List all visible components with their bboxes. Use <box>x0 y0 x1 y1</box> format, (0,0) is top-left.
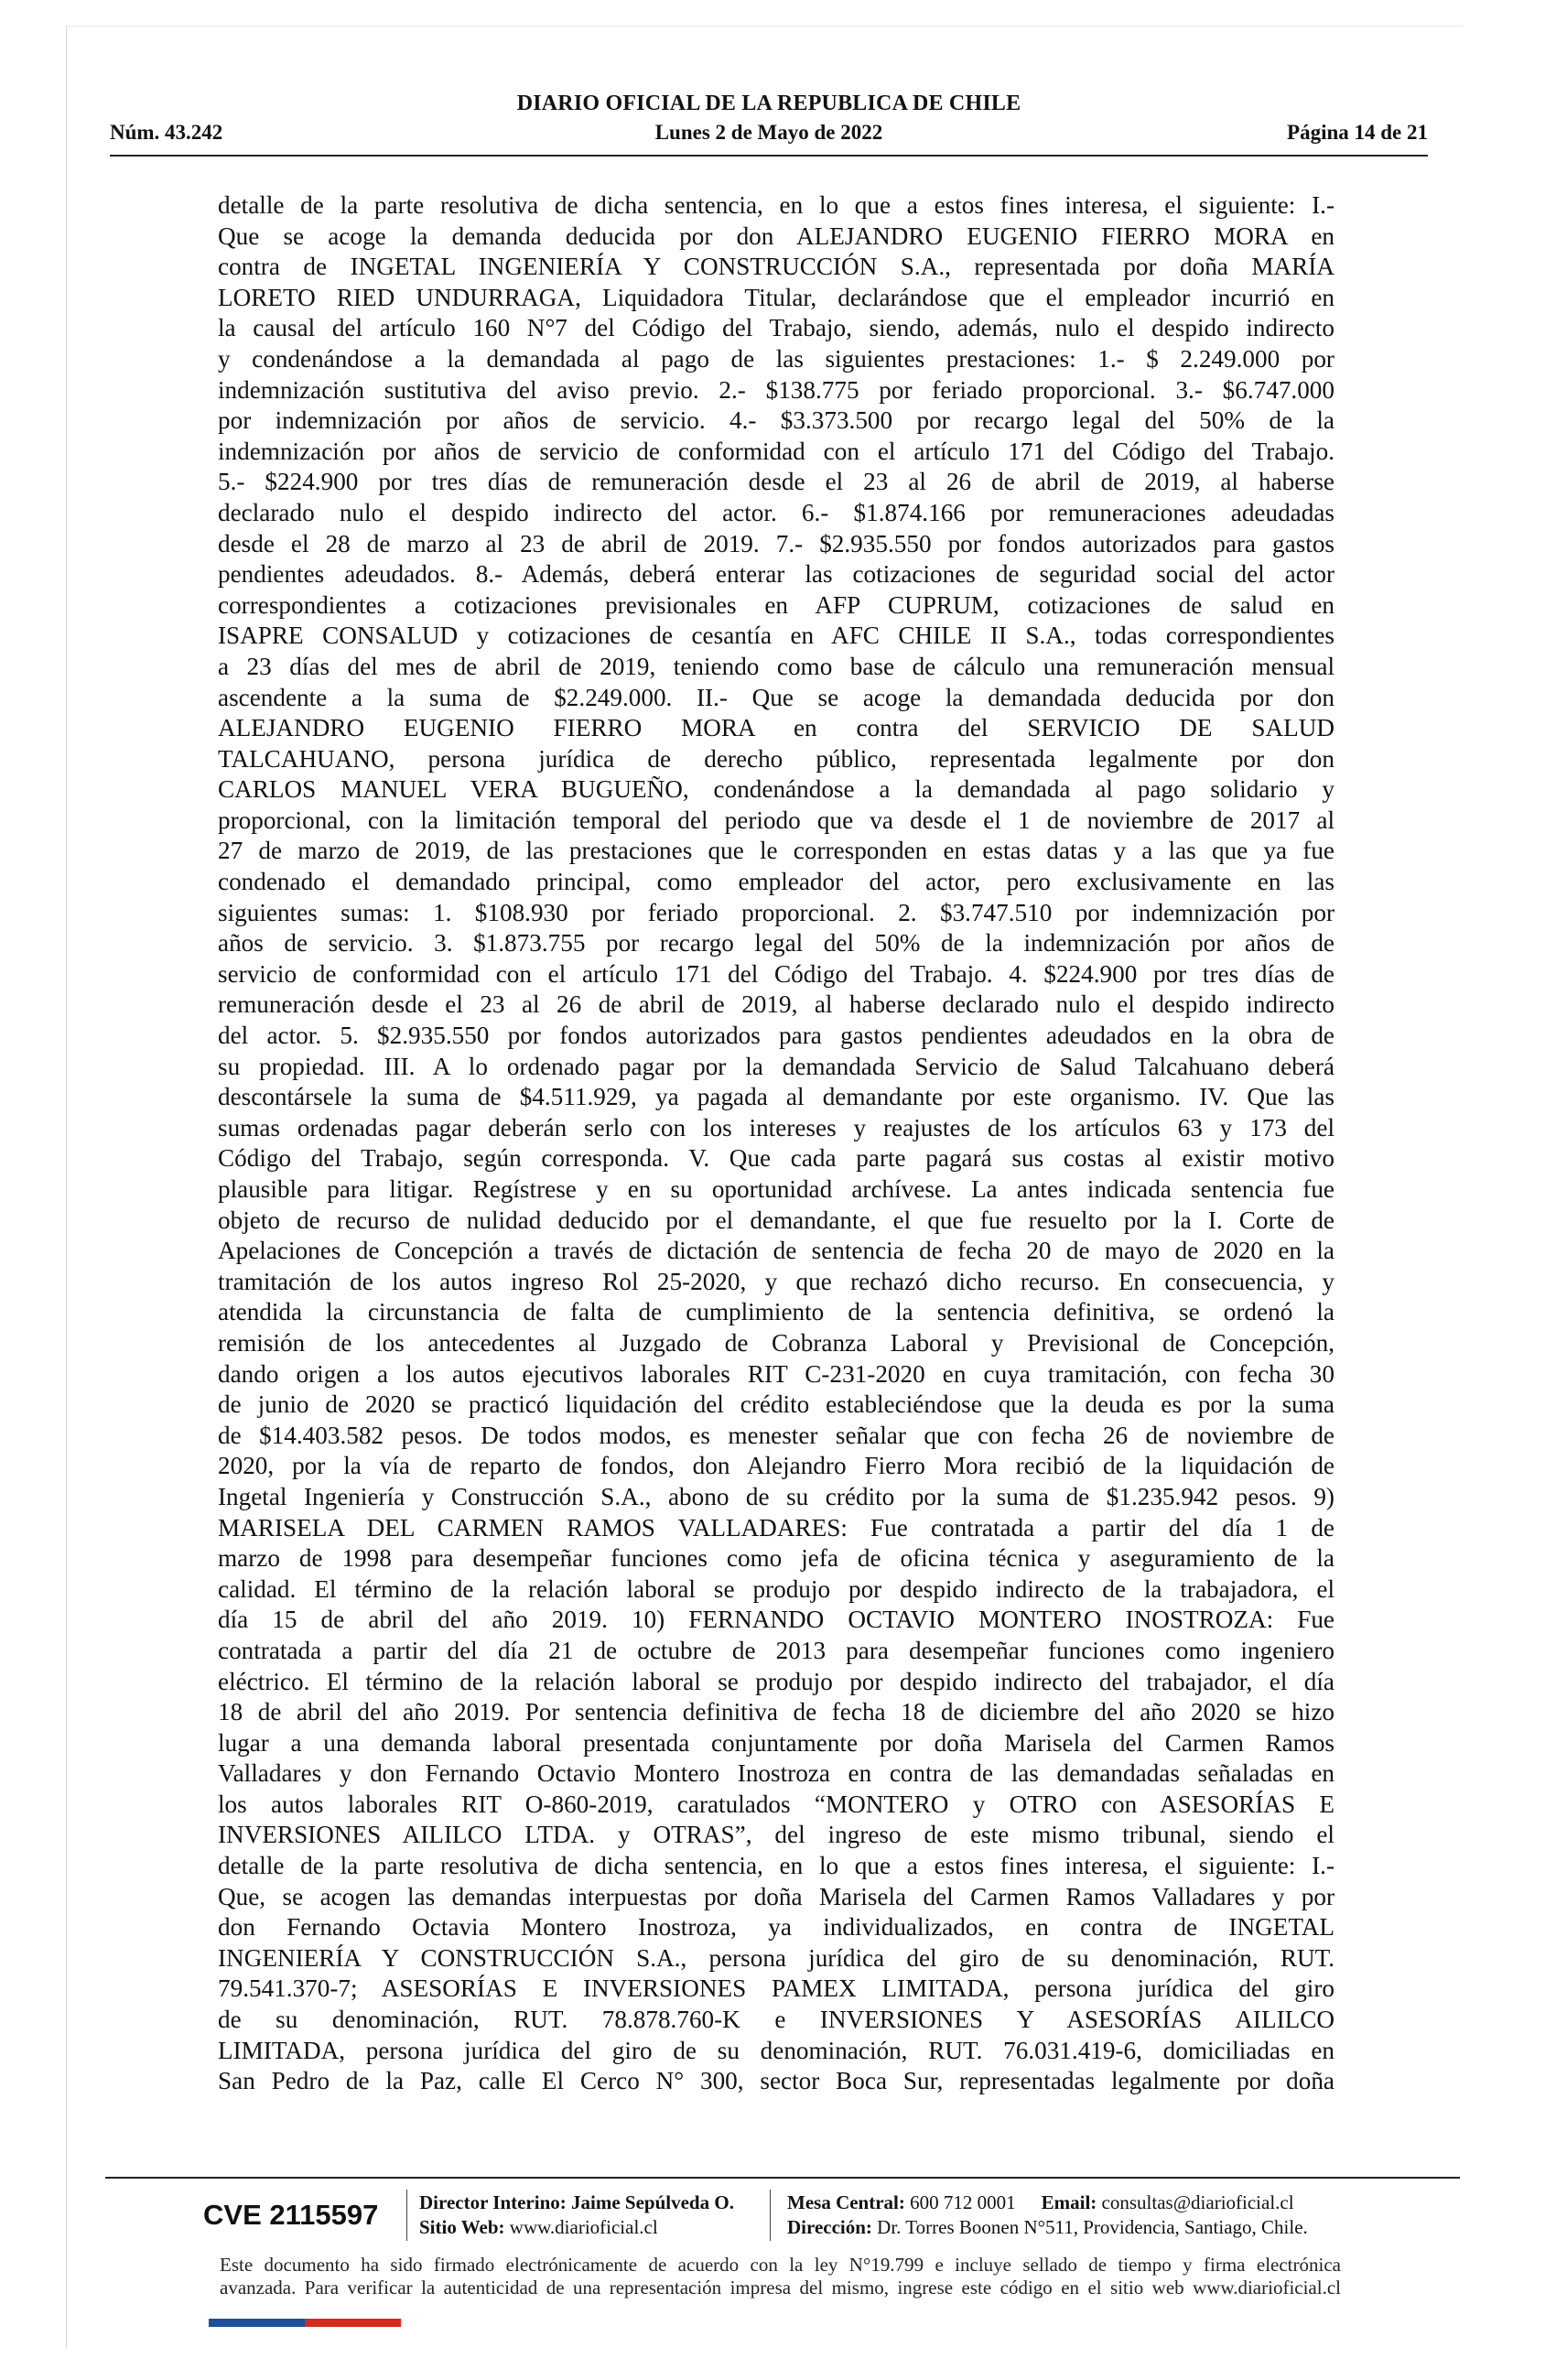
body-line: Que, se acogen las demandas interpuestas por doña Marisela del Carmen Ramos Valladares y por <box>218 1882 1334 1910</box>
body-line: LIMITADA, persona jurídica del giro de su denominación, RUT. 76.031.419-6, domiciliadas en <box>218 2036 1334 2064</box>
phone-value: 600 712 0001 <box>910 2191 1016 2213</box>
body-line: contra de INGETAL INGENIERÍA Y CONSTRUCCIÓN S.A., representada por doña MARÍA <box>218 253 1334 281</box>
signature-notice-line: avanzada. Para verificar la autenticidad de una representación impresa del mismo, ingrese este código en el sitio web www.diarioficial.cl <box>220 2277 1341 2299</box>
issue-date: Lunes 2 de Mayo de 2022 <box>654 121 883 144</box>
body-line: los autos laborales RIT O-860-2019, caratulados “MONTERO y OTRO con ASESORÍAS E <box>218 1790 1334 1818</box>
email-label: Email: <box>1041 2191 1097 2213</box>
body-line: contratada a partir del día 21 de octubre de 2013 para desempeñar funciones como ingeniero <box>218 1636 1334 1664</box>
body-line: 18 de abril del año 2019. Por sentencia definitiva de fecha 18 de diciembre del año 2020 se hizo <box>218 1698 1334 1726</box>
body-line: ALEJANDRO EUGENIO FIERRO MORA en contra del SERVICIO DE SALUD <box>218 714 1334 742</box>
body-line: eléctrico. El término de la relación laboral se produjo por despido indirecto del trabajador, el día <box>218 1667 1334 1695</box>
body-line: sumas ordenadas pagar deberán serlo con los intereses y reajustes de los artículos 63 y 173 del <box>218 1113 1334 1141</box>
body-line: servicio de conformidad con el artículo 171 del Código del Trabajo. 4. $224.900 por tres días de <box>218 959 1334 988</box>
body-line: pendientes adeudados. 8.- Además, deberá enterar las cotizaciones de seguridad social del actor <box>218 560 1334 589</box>
body-line: indemnización sustitutiva del aviso previo. 2.- $138.775 por feriado proporcional. 3.- $6.747.000 <box>218 375 1334 404</box>
body-line: plausible para litigar. Regístrese y en su oportunidad archívese. La antes indicada sentencia fue <box>218 1175 1334 1203</box>
site-label: Sitio Web: <box>419 2216 505 2238</box>
footer-contact-block <box>787 2191 1308 2240</box>
signature-notice <box>220 2254 1341 2299</box>
flag-stripe-red <box>305 2319 401 2327</box>
body-line: remisión de los antecedentes al Juzgado de Cobranza Laboral y Previsional de Concepción, <box>218 1328 1334 1357</box>
cve-code: CVE 2115597 <box>203 2199 379 2231</box>
flag-stripe <box>209 2319 401 2327</box>
body-line: Apelaciones de Concepción a través de dictación de sentencia de fecha 20 de mayo de 2020 en la <box>218 1237 1334 1265</box>
publication-title: DIARIO OFICIAL DE LA REPUBLICA DE CHILE <box>516 92 1021 115</box>
body-line: 27 de marzo de 2019, de las prestaciones que le corresponden en estas datas y a las que ya fue <box>218 837 1334 865</box>
body-line: siguientes sumas: 1. $108.930 por feriado proporcional. 2. $3.747.510 por indemnización por <box>218 898 1334 926</box>
page-header <box>110 92 1428 148</box>
body-line: tramitación de los autos ingreso Rol 25-2020, y que rechazó dicho recurso. En consecuencia, y <box>218 1267 1334 1295</box>
body-line: remuneración desde el 23 al 26 de abril de 2019, al haberse declarado nulo el despido indirecto <box>218 990 1334 1019</box>
body-line: Ingetal Ingeniería y Construcción S.A., abono de su crédito por la suma de $1.235.942 pesos. 9) <box>218 1482 1334 1510</box>
body-line: detalle de la parte resolutiva de dicha sentencia, en lo que a estos fines interesa, el siguiente: I.- <box>218 1852 1334 1880</box>
address-label: Dirección: <box>787 2216 872 2238</box>
body-line: la causal del artículo 160 N°7 del Código del Trabajo, siendo, además, nulo el despido indirecto <box>218 314 1334 342</box>
body-line: su propiedad. III. A lo ordenado pagar por la demandada Servicio de Salud Talcahuano deberá <box>218 1052 1334 1080</box>
body-line: MARISELA DEL CARMEN RAMOS VALLADARES: Fue contratada a partir del día 1 de <box>218 1513 1334 1542</box>
body-line: objeto de recurso de nulidad deducido por el demandante, el que fue resuelto por la I. Corte de <box>218 1206 1334 1234</box>
body-line: a 23 días del mes de abril de 2019, teniendo como base de cálculo una remuneración mensual <box>218 652 1334 680</box>
body-line: condenado el demandado principal, como empleador del actor, pero exclusivamente en las <box>218 868 1334 896</box>
body-line: atendida la circunstancia de falta de cumplimiento de la sentencia definitiva, se ordenó la <box>218 1298 1334 1326</box>
document-body <box>218 190 1334 2097</box>
page-number: Página 14 de 21 <box>1287 121 1428 144</box>
body-line: don Fernando Octavia Montero Inostroza, ya individualizados, en contra de INGETAL <box>218 1913 1334 1942</box>
body-line: Valladares y don Fernando Octavio Montero Inostroza en contra de las demandadas señaladas en <box>218 1759 1334 1788</box>
body-line: ascendente a la suma de $2.249.000. II.- Que se acoge la demandada deducida por don <box>218 683 1334 711</box>
body-line: Que se acoge la demanda deducida por don ALEJANDRO EUGENIO FIERRO MORA en <box>218 222 1334 250</box>
body-line: Código del Trabajo, según corresponda. V. Que cada parte pagará sus costas al existir motivo <box>218 1144 1334 1173</box>
site-link[interactable]: www.diarioficial.cl <box>509 2216 658 2238</box>
body-line: descontársele la suma de $4.511.929, ya pagada al demandante por este organismo. IV. Que las <box>218 1083 1334 1111</box>
body-line: LORETO RIED UNDURRAGA, Liquidadora Titular, declarándose que el empleador incurrió en <box>218 283 1334 311</box>
footer-director-block <box>419 2191 734 2240</box>
director-name: Jaime Sepúlveda O. <box>571 2191 734 2213</box>
director-label: Director Interino: <box>419 2191 567 2213</box>
body-line: TALCAHUANO, persona jurídica de derecho público, representada legalmente por don <box>218 744 1334 773</box>
body-line: desde el 28 de marzo al 23 de abril de 2019. 7.- $2.935.550 por fondos autorizados para gastos <box>218 529 1334 557</box>
body-line: dando origen a los autos ejecutivos laborales RIT C-231-2020 en cuya tramitación, con fecha 30 <box>218 1359 1334 1388</box>
body-line: lugar a una demanda laboral presentada conjuntamente por doña Marisela del Carmen Ramos <box>218 1728 1334 1757</box>
body-line: de su denominación, RUT. 78.878.760-K e INVERSIONES Y ASESORÍAS AILILCO <box>218 2006 1334 2034</box>
footer-divider <box>105 2177 1460 2179</box>
email-link[interactable]: consultas@diarioficial.cl <box>1101 2191 1294 2213</box>
body-line: del actor. 5. $2.935.550 por fondos autorizados para gastos pendientes adeudados en la obra de <box>218 1022 1334 1050</box>
body-line: correspondientes a cotizaciones previsionales en AFP CUPRUM, cotizaciones de salud en <box>218 590 1334 619</box>
body-line: de junio de 2020 se practicó liquidación del crédito estableciéndose que la deuda es por la suma <box>218 1390 1334 1419</box>
body-line: día 15 de abril del año 2019. 10) FERNANDO OCTAVIO MONTERO INOSTROZA: Fue <box>218 1606 1334 1634</box>
phone-label: Mesa Central: <box>787 2191 905 2213</box>
body-line: detalle de la parte resolutiva de dicha sentencia, en lo que a estos fines interesa, el siguiente: I.- <box>218 191 1334 219</box>
body-line: INGENIERÍA Y CONSTRUCCIÓN S.A., persona jurídica del giro de su denominación, RUT. <box>218 1943 1334 1972</box>
body-line: proporcional, con la limitación temporal del periodo que va desde el 1 de noviembre de 2017 al <box>218 806 1334 834</box>
body-line: declarado nulo el despido indirecto del actor. 6.- $1.874.166 por remuneraciones adeudadas <box>218 498 1334 526</box>
body-line: indemnización por años de servicio de conformidad con el artículo 171 del Código del Trabajo. <box>218 437 1334 465</box>
body-line: ISAPRE CONSALUD y cotizaciones de cesantía en AFC CHILE II S.A., todas correspondientes <box>218 622 1334 650</box>
issue-number: Núm. 43.242 <box>110 121 223 144</box>
body-line: San Pedro de la Paz, calle El Cerco N° 300, sector Boca Sur, representadas legalmente por doña <box>218 2067 1334 2095</box>
body-line: y condenándose a la demandada al pago de las siguientes prestaciones: 1.- $ 2.249.000 por <box>218 344 1334 373</box>
body-line: CARLOS MANUEL VERA BUGUEÑO, condenándose a la demandada al pago solidario y <box>218 775 1334 804</box>
address-value: Dr. Torres Boonen N°511, Providencia, Santiago, Chile. <box>877 2216 1308 2238</box>
header-divider <box>110 155 1428 157</box>
body-line: 5.- $224.900 por tres días de remuneración desde el 23 al 26 de abril de 2019, al haberse <box>218 468 1334 496</box>
footer-separator <box>770 2190 771 2241</box>
body-line: marzo de 1998 para desempeñar funciones como jefa de oficina técnica y aseguramiento de la <box>218 1544 1334 1573</box>
flag-stripe-blue <box>209 2319 305 2327</box>
signature-notice-line: Este documento ha sido firmado electrónicamente de acuerdo con la ley N°19.799 e incluye sellado de tiempo y firma electrónica <box>220 2254 1341 2276</box>
body-line: 2020, por la vía de reparto de fondos, don Alejandro Fierro Mora recibió de la liquidación de <box>218 1452 1334 1480</box>
body-line: años de servicio. 3. $1.873.755 por recargo legal del 50% de la indemnización por años de <box>218 929 1334 957</box>
body-line: calidad. El término de la relación laboral se produjo por despido indirecto de la trabajadora, el <box>218 1574 1334 1603</box>
footer-separator <box>406 2190 407 2241</box>
body-line: de $14.403.582 pesos. De todos modos, es menester señalar que con fecha 26 de noviembre de <box>218 1421 1334 1449</box>
body-line: 79.541.370-7; ASESORÍAS E INVERSIONES PAMEX LIMITADA, persona jurídica del giro <box>218 1974 1334 2003</box>
body-line: por indemnización por años de servicio. 4.- $3.373.500 por recargo legal del 50% de la <box>218 406 1334 435</box>
body-line: INVERSIONES AILILCO LTDA. y OTRAS”, del ingreso de este mismo tribunal, siendo el <box>218 1821 1334 1849</box>
